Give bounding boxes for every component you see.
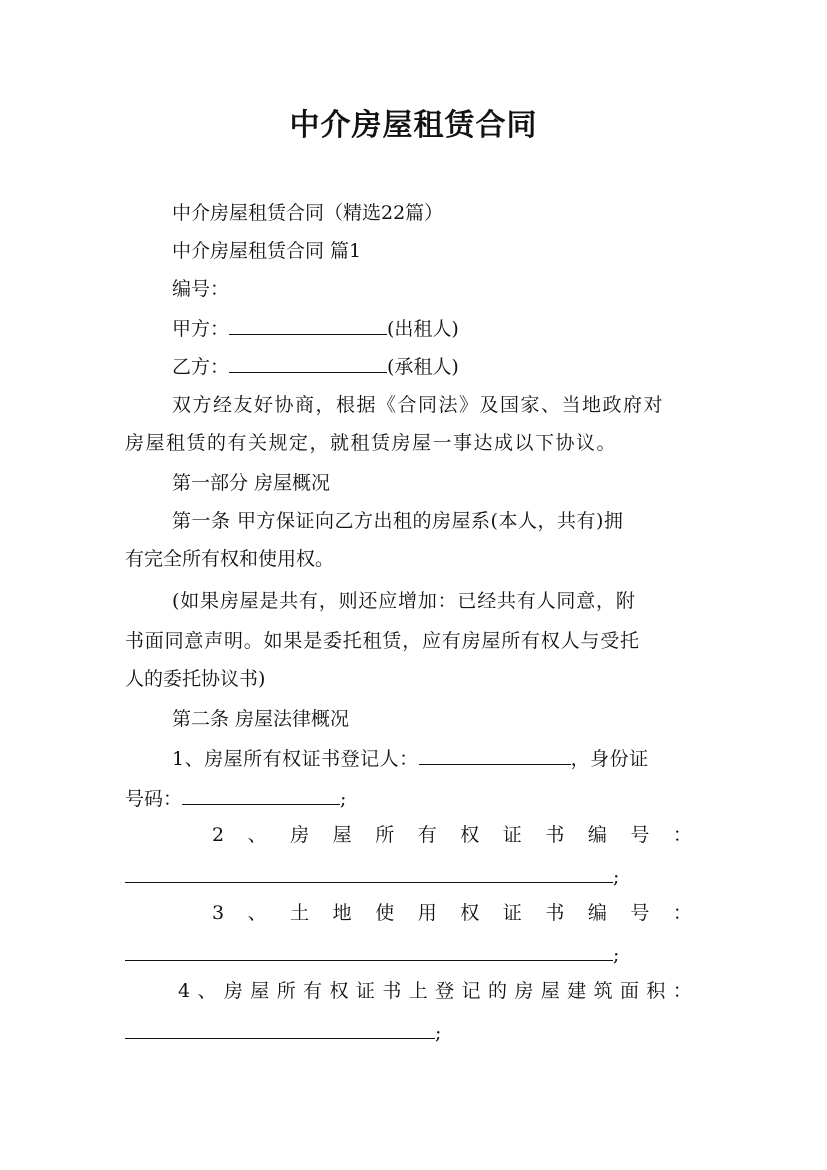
item2-char: 房: [290, 824, 310, 846]
item2-end: ;: [613, 866, 620, 888]
article-two-heading: 第二条 房屋法律概况: [172, 708, 350, 730]
party-a-suffix: (出租人): [387, 318, 459, 340]
item4-char: 有: [303, 980, 323, 1002]
item4-char: 记: [461, 980, 481, 1002]
item1-prefix: 1、房屋所有权证书登记人：: [172, 748, 419, 770]
item3-char: 编: [587, 902, 607, 924]
item4-char: 面: [619, 980, 639, 1002]
item1-line2: [125, 784, 346, 812]
item3-char: 用: [417, 902, 437, 924]
party-b-label: 乙方：: [172, 356, 230, 378]
item2-char: 、: [247, 824, 267, 846]
item3-char: 地: [332, 902, 352, 924]
item4-end: ;: [435, 1022, 442, 1044]
item3-char: 3: [212, 902, 225, 924]
item4-char: ：: [672, 980, 692, 1002]
item1-suffix: ，身份证: [570, 748, 649, 770]
item4-line2: [125, 1018, 441, 1046]
item3-char: 权: [460, 902, 480, 924]
item2-line1: [212, 822, 692, 848]
article-one-line2: 有完全所有权和使用权。: [125, 548, 335, 570]
item2-line2: [125, 862, 619, 890]
land-certificate-blank: [125, 940, 613, 961]
item4-char: 、: [197, 980, 217, 1002]
item4-char: 屋: [540, 980, 560, 1002]
note-line3: 人的委托协议书): [125, 668, 266, 690]
party-a-line: [172, 314, 459, 342]
note-line2: 书面同意声明。如果是委托租赁，应有房屋所有权人与受托: [125, 630, 640, 652]
item4-char: 权: [329, 980, 349, 1002]
item4-char: 所: [276, 980, 296, 1002]
item2-char: 2: [212, 824, 225, 846]
item3-char: ：: [672, 902, 692, 924]
item4-char: 建: [567, 980, 587, 1002]
item4-char: 4: [178, 980, 191, 1002]
intro-paragraph-line1: 双方经友好协商，根据《合同法》及国家、当地政府对: [172, 394, 665, 416]
item2-char: 屋: [332, 824, 352, 846]
registrant-blank: [419, 744, 571, 765]
item2-char: 号: [630, 824, 650, 846]
item4-char: 筑: [593, 980, 613, 1002]
property-certificate-blank: [125, 862, 613, 883]
item3-char: 证: [502, 902, 522, 924]
item1b-prefix: 号码：: [125, 788, 183, 810]
article-one-line1: 第一条 甲方保证向乙方出租的房屋系(本人，共有)拥: [172, 510, 624, 532]
item3-char: 书: [545, 902, 565, 924]
id-number-blank: [182, 784, 340, 805]
party-a-blank: [229, 314, 387, 335]
item2-char: ：: [672, 824, 692, 846]
item3-char: 号: [630, 902, 650, 924]
floor-area-blank: [125, 1018, 435, 1039]
party-b-suffix: (承租人): [387, 356, 459, 378]
item3-char: 、: [247, 902, 267, 924]
item4-char: 上: [408, 980, 428, 1002]
item2-char: 有: [417, 824, 437, 846]
item3-end: ;: [613, 944, 620, 966]
intro-paragraph-line2: 房屋租赁的有关规定，就租赁房屋一事达成以下协议。: [125, 432, 618, 454]
contract-number-label: 编号：: [172, 278, 230, 300]
item4-char: 书: [382, 980, 402, 1002]
item2-char: 书: [545, 824, 565, 846]
item4-char: 屋: [250, 980, 270, 1002]
party-a-label: 甲方：: [172, 318, 230, 340]
document-title: 中介房屋租赁合同: [289, 108, 538, 143]
item3-char: 使: [375, 902, 395, 924]
item1b-suffix: ;: [340, 788, 347, 810]
subtitle: 中介房屋租赁合同（精选22篇）: [172, 202, 444, 224]
item4-char: 房: [223, 980, 243, 1002]
note-line1: (如果房屋是共有，则还应增加：已经共有人同意，附: [172, 590, 636, 612]
item2-char: 证: [502, 824, 522, 846]
party-b-line: [172, 352, 459, 380]
part-one-heading: 第一部分 房屋概况: [172, 472, 331, 494]
item3-line2: [125, 940, 619, 968]
item4-char: 的: [487, 980, 507, 1002]
chapter-heading: 中介房屋租赁合同 篇1: [172, 240, 362, 262]
item3-line1: [212, 900, 692, 926]
item4-char: 证: [355, 980, 375, 1002]
item4-char: 积: [646, 980, 666, 1002]
item4-char: 房: [514, 980, 534, 1002]
party-b-blank: [229, 352, 387, 373]
item2-char: 所: [375, 824, 395, 846]
item4-char: 登: [435, 980, 455, 1002]
item3-char: 土: [290, 902, 310, 924]
item1-line1: [172, 744, 649, 772]
item4-line1: [178, 978, 692, 1004]
item2-char: 编: [587, 824, 607, 846]
item2-char: 权: [460, 824, 480, 846]
